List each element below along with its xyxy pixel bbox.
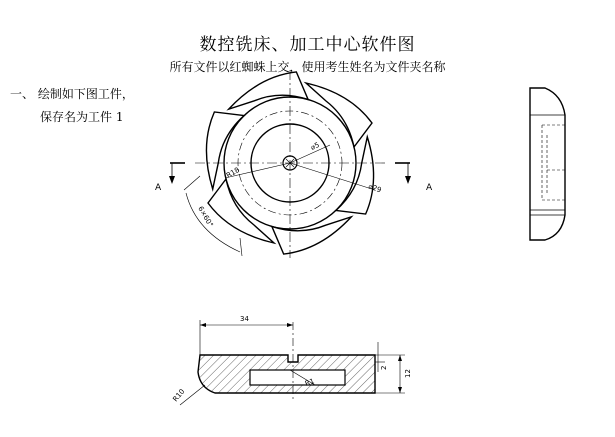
task-instruction-line2: 保存名为工件 1 [40,110,124,124]
dim-section-r1: R1 [303,377,316,388]
d29-leader [290,163,375,190]
side-view-outline [530,88,565,240]
section-label-left: A [155,183,162,193]
task-instruction-line1: 一、 绘制如下图工件， [10,87,134,101]
dim-angle: 6×60° [196,205,215,229]
dim-section-width: 34 [240,315,249,323]
section-label-right: A [426,183,433,193]
dim-r18: R18 [225,165,241,180]
dim-outer-diameter: ⌀29 [367,182,383,195]
front-view [169,52,411,274]
dim-section-r10: R10 [171,387,187,404]
dim-section-slot: 2 [380,365,388,370]
dim-section-thickness: 12 [404,369,412,378]
section-pocket [250,370,345,385]
page-title: 数控铣床、加工中心软件图 [199,35,416,55]
section-view [180,320,405,405]
page-subtitle: 所有文件以红蜘蛛上交，使用考生姓名为文件夹名称 [169,60,446,74]
side-view [530,88,565,240]
dim-inner-diameter: ⌀5 [309,140,321,152]
